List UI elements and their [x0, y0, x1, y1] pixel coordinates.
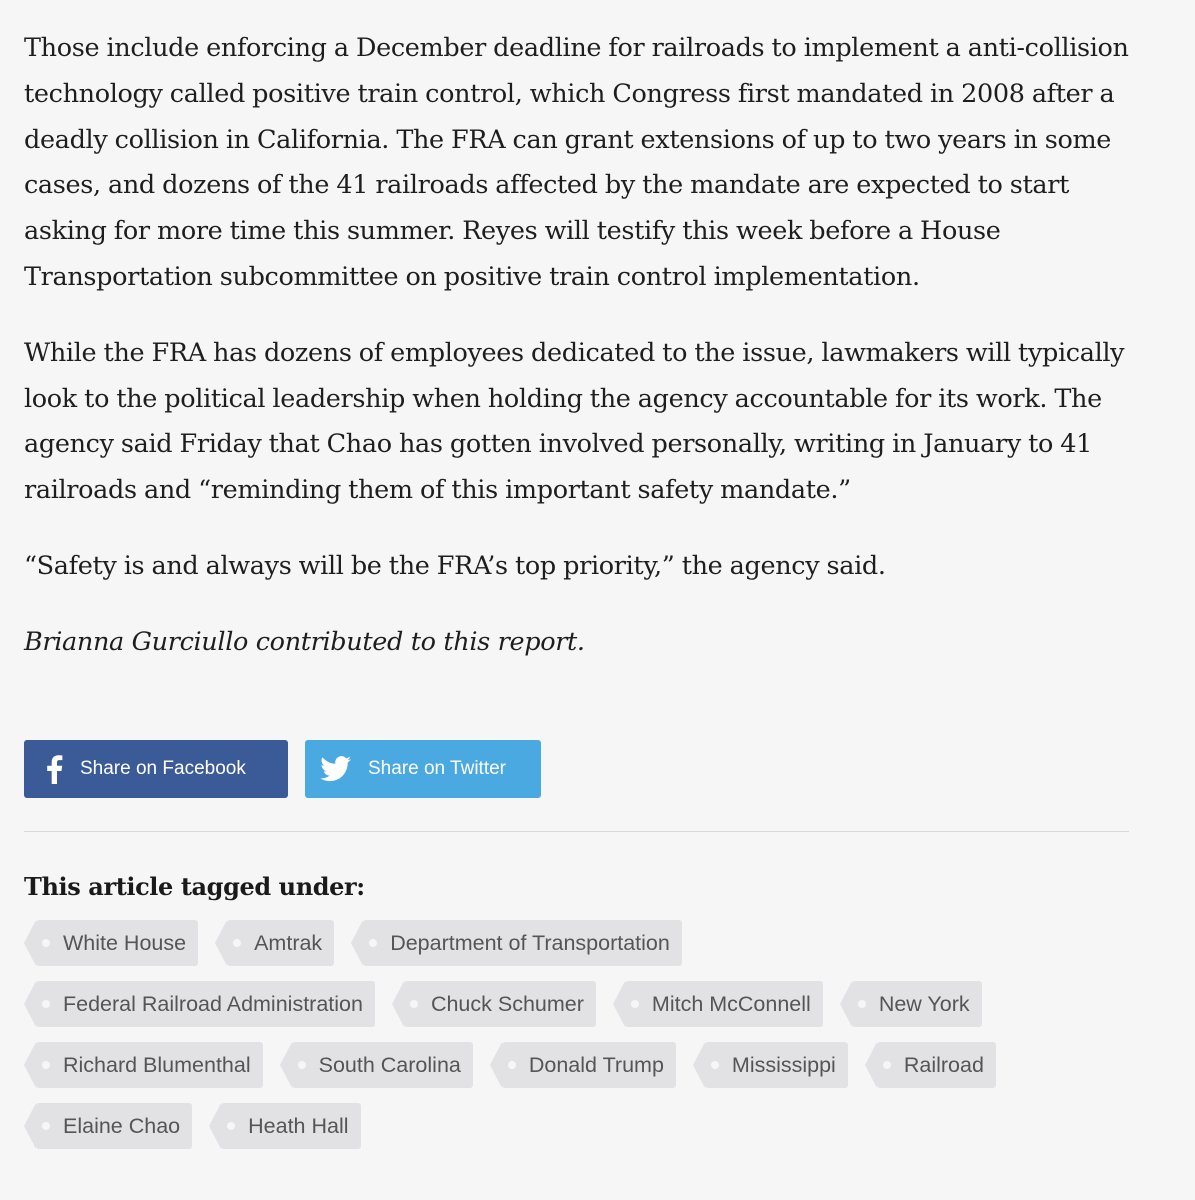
tags-heading: This article tagged under: — [24, 872, 365, 901]
tag-label: Heath Hall — [248, 1113, 349, 1138]
tag-label: Department of Transportation — [390, 930, 670, 955]
tags-row — [24, 1103, 1134, 1149]
tag-mitch-mcconnell[interactable] — [625, 981, 823, 1027]
tag-hole-icon — [298, 1061, 306, 1069]
tag-hole-icon — [42, 1000, 50, 1008]
tag-label: Mississippi — [731, 1052, 836, 1077]
tag-label: Donald Trump — [528, 1052, 664, 1077]
article-paragraph: Those include enforcing a December deadline for railroads to implement a anti-collision technology called positive train control, which Congress first mandated in 2008 after a deadly collision in California. The FRA can grant extensions of up to two years in some cases, and dozens of the 41 railroads affected by the mandate are expected to start asking for more time this summer. Reyes will testify this week before a House Transportation subcommittee on positive train control implementation. — [24, 33, 1129, 292]
tag-donald-trump[interactable] — [502, 1042, 676, 1088]
tag-hole-icon — [631, 1000, 639, 1008]
article-paragraph: While the FRA has dozens of employees dedicated to the issue, lawmakers will typically look to the political leadership when holding the agency accountable for its work. The agency said Friday that Chao has gotten involved personally, writing in January to 41 railroads and “reminding them of this important safety mandate.” — [24, 337, 1125, 506]
tag-hole-icon — [227, 1122, 235, 1130]
tags-list — [24, 920, 1134, 1164]
tag-label: South Carolina — [318, 1052, 461, 1077]
tag-label: Federal Railroad Administration — [63, 991, 363, 1016]
tag-hole-icon — [410, 1000, 418, 1008]
tag-hole-icon — [711, 1061, 719, 1069]
tags-row — [24, 1042, 1134, 1088]
tag-hole-icon — [883, 1061, 891, 1069]
facebook-icon — [44, 754, 64, 784]
tag-richard-blumenthal[interactable] — [36, 1042, 263, 1088]
share-facebook-label: Share on Facebook — [80, 758, 246, 779]
tag-label: Railroad — [903, 1052, 984, 1077]
tag-hole-icon — [369, 939, 377, 947]
tags-row — [24, 920, 1134, 966]
tag-heath-hall[interactable] — [221, 1103, 360, 1149]
tag-chuck-schumer[interactable] — [404, 981, 596, 1027]
tag-hole-icon — [858, 1000, 866, 1008]
tag-mississippi[interactable] — [705, 1042, 848, 1088]
tag-label: Elaine Chao — [63, 1113, 181, 1138]
tag-amtrak[interactable] — [227, 920, 334, 966]
tag-new-york[interactable] — [852, 981, 982, 1027]
article-paragraph: “Safety is and always will be the FRA’s top priority,” the agency said. — [24, 550, 886, 581]
share-twitter-button[interactable] — [305, 740, 541, 798]
tag-elaine-chao[interactable] — [36, 1103, 192, 1149]
tag-hole-icon — [508, 1061, 516, 1069]
share-facebook-button[interactable] — [24, 740, 288, 798]
twitter-icon — [320, 756, 352, 782]
tag-white-house[interactable] — [36, 920, 198, 966]
tag-south-carolina[interactable] — [292, 1042, 473, 1088]
tag-label: Mitch McConnell — [651, 991, 811, 1016]
tag-label: Amtrak — [254, 930, 323, 955]
tag-label: New York — [878, 991, 970, 1016]
tag-hole-icon — [42, 1061, 50, 1069]
section-divider — [24, 831, 1129, 832]
tag-railroad[interactable] — [877, 1042, 996, 1088]
share-twitter-label: Share on Twitter — [368, 758, 507, 779]
tags-row — [24, 981, 1134, 1027]
tag-hole-icon — [233, 939, 241, 947]
article-body — [24, 26, 1144, 666]
tag-hole-icon — [42, 1122, 50, 1130]
tag-label: Chuck Schumer — [430, 991, 584, 1016]
tag-label: Richard Blumenthal — [63, 1052, 251, 1077]
contributor-credit: Brianna Gurciullo contributed to this report. — [24, 626, 585, 657]
tag-label: White House — [63, 930, 187, 955]
tag-hole-icon — [42, 939, 50, 947]
tag-federal-railroad-administration[interactable] — [36, 981, 375, 1027]
tag-department-of-transportation[interactable] — [363, 920, 682, 966]
